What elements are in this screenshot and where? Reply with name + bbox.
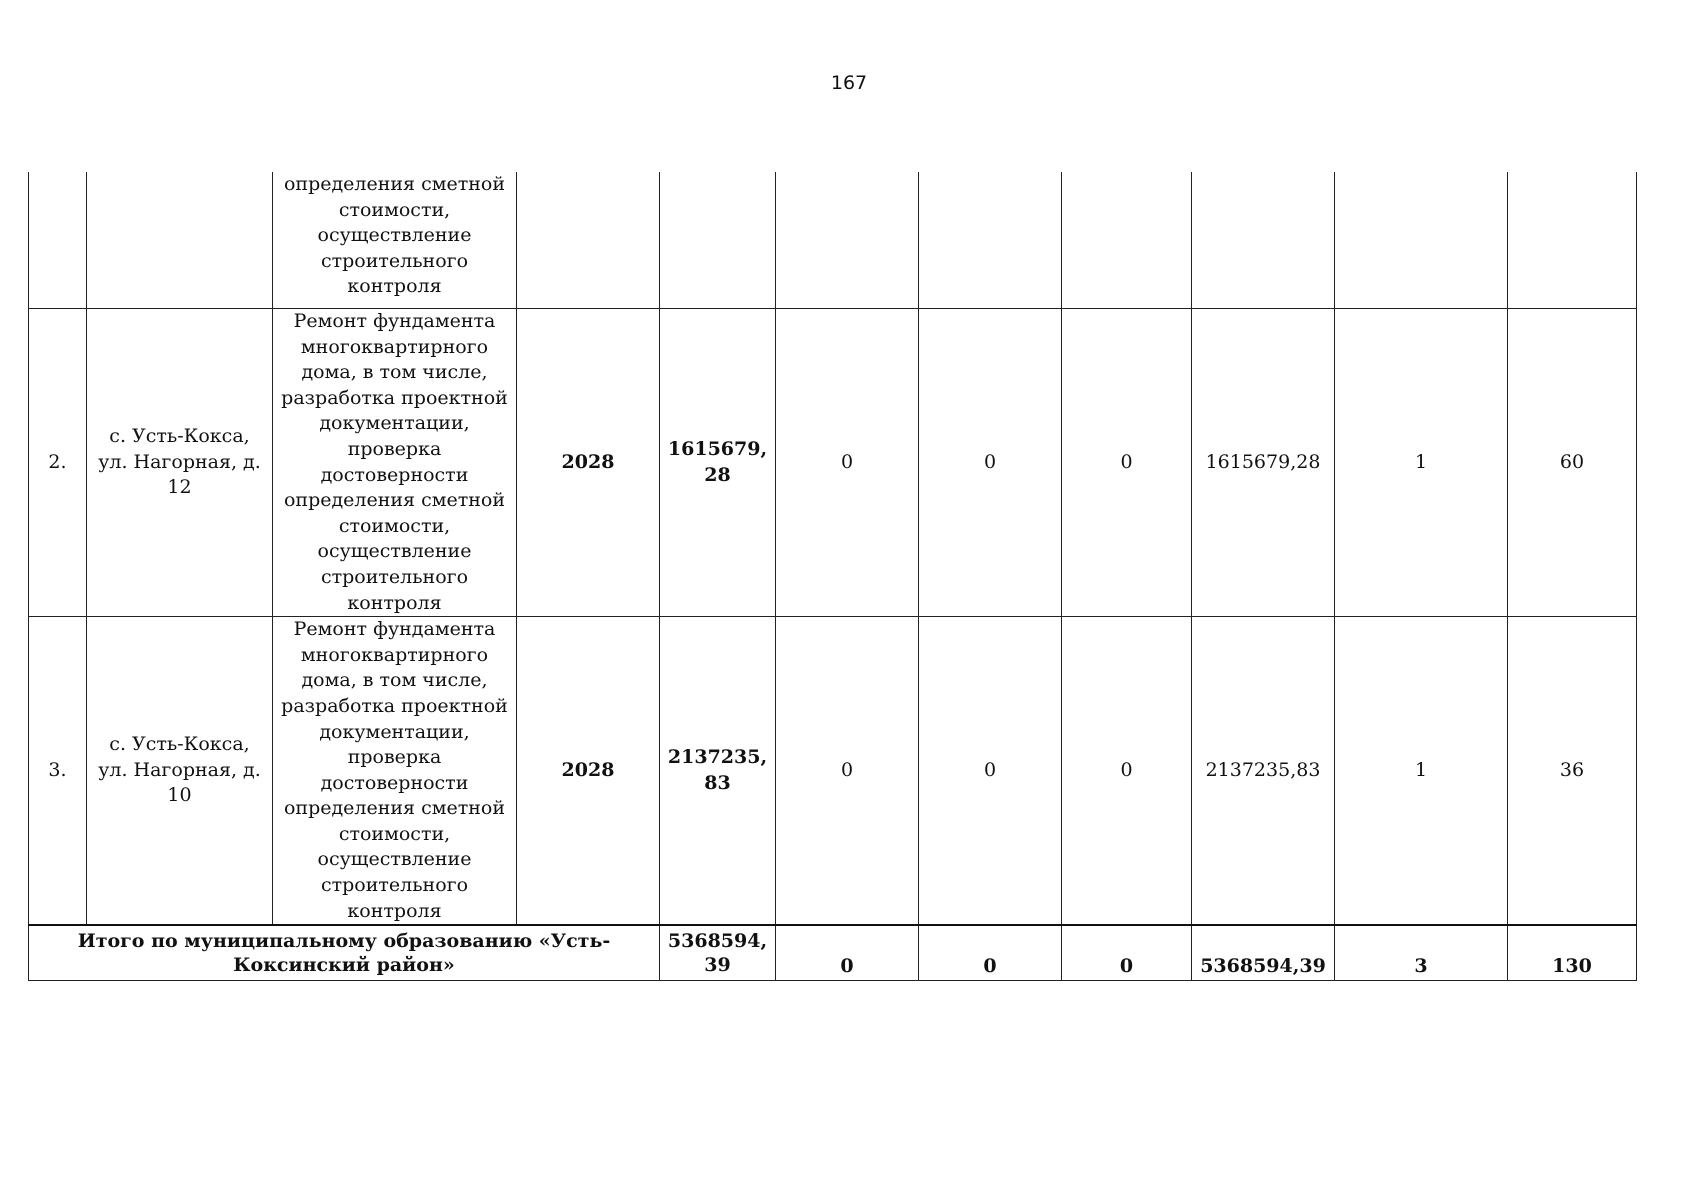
cell-col-c [1062, 172, 1192, 309]
cell-address: с. Усть-Кокса, ул. Нагорная, д. 10 [87, 617, 273, 926]
total-col-d: 5368594,39 [1192, 925, 1335, 981]
page-number: 167 [830, 72, 868, 94]
cell-col-f: 36 [1508, 617, 1637, 926]
cell-total-cost: 2137235, 83 [660, 617, 776, 926]
cell-work: Ремонт фундамента многоквартирного дома, в том числе, разработка проектной документации, проверка достоверности определения сметной стоимости, осуществление строительного контроля [273, 309, 517, 617]
cell-address [87, 172, 273, 309]
cell-col-e: 1 [1335, 309, 1508, 617]
total-col-c: 0 [1062, 925, 1192, 981]
table-row [29, 309, 1637, 617]
cell-col-e: 1 [1335, 617, 1508, 926]
cell-col-a: 0 [776, 617, 919, 926]
table-total-row [29, 925, 1637, 981]
cell-address: с. Усть-Кокса, ул. Нагорная, д. 12 [87, 309, 273, 617]
cell-col-a: 0 [776, 309, 919, 617]
cell-total-cost: 1615679, 28 [660, 309, 776, 617]
cell-year [517, 172, 660, 309]
cell-col-d: 2137235,83 [1192, 617, 1335, 926]
total-cost: 5368594, 39 [660, 925, 776, 981]
cell-col-c: 0 [1062, 309, 1192, 617]
cell-num [29, 172, 87, 309]
cell-total-cost [660, 172, 776, 309]
cell-work: определения сметной стоимости, осуществление строительного контроля [273, 172, 517, 309]
cell-col-f: 60 [1508, 309, 1637, 617]
total-col-a: 0 [776, 925, 919, 981]
table-row-continued [29, 172, 1637, 309]
cell-col-b [919, 172, 1062, 309]
cell-col-a [776, 172, 919, 309]
cell-num: 3. [29, 617, 87, 926]
cell-col-d: 1615679,28 [1192, 309, 1335, 617]
cell-num: 2. [29, 309, 87, 617]
total-col-b: 0 [919, 925, 1062, 981]
total-label: Итого по муниципальному образованию «Усть-Коксинский район» [29, 925, 660, 981]
total-col-e: 3 [1335, 925, 1508, 981]
cell-col-e [1335, 172, 1508, 309]
total-col-f: 130 [1508, 925, 1637, 981]
cell-year: 2028 [517, 617, 660, 926]
cell-col-f [1508, 172, 1637, 309]
cell-col-b: 0 [919, 309, 1062, 617]
capital-repair-table [28, 172, 1637, 981]
cell-col-d [1192, 172, 1335, 309]
cell-col-c: 0 [1062, 617, 1192, 926]
cell-work: Ремонт фундамента многоквартирного дома, в том числе, разработка проектной документации, проверка достоверности определения сметной стоимости, осуществление строительного контроля [273, 617, 517, 926]
table-row [29, 617, 1637, 926]
cell-col-b: 0 [919, 617, 1062, 926]
cell-year: 2028 [517, 309, 660, 617]
